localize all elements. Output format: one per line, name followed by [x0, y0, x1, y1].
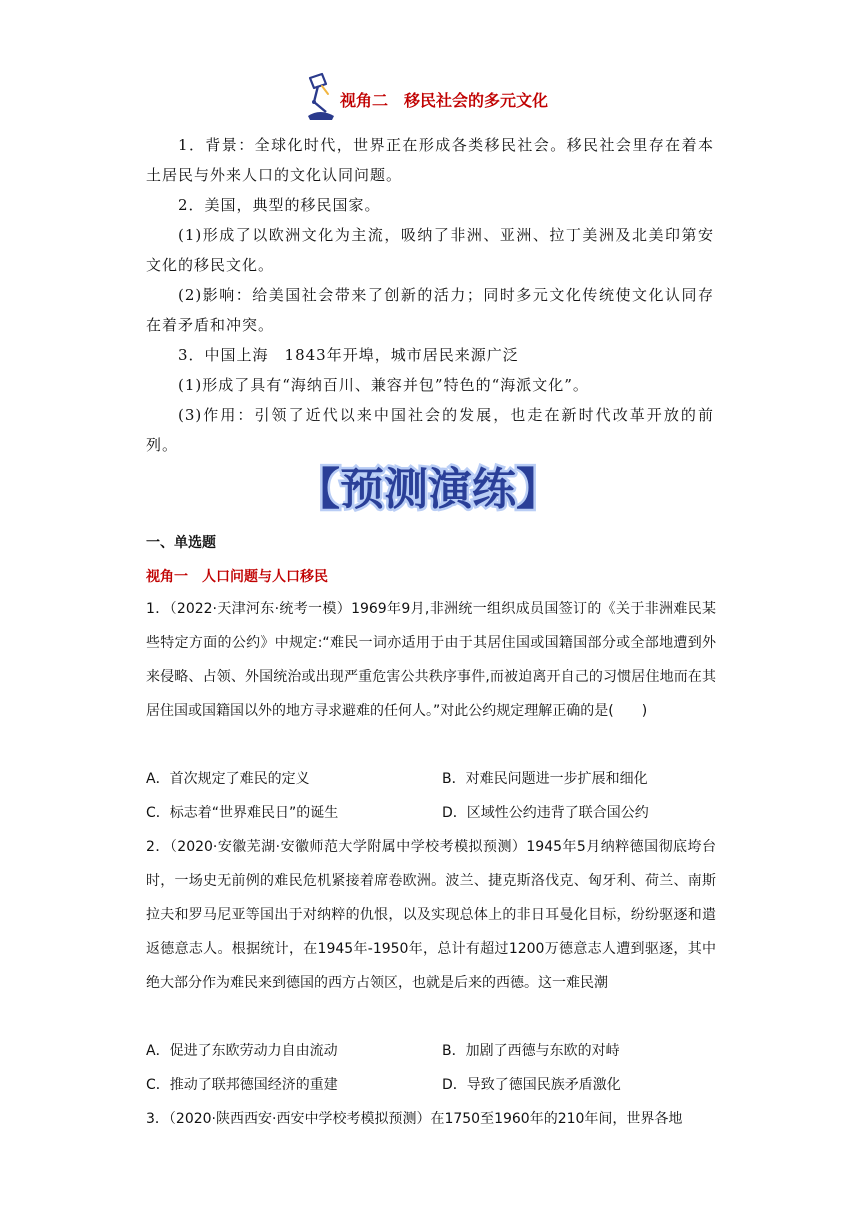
question-2-option-c[interactable]: C．推动了联邦德国经济的重建 — [146, 1077, 338, 1093]
question-number: 2． — [146, 839, 170, 855]
section-title-text: 视角二 移民社会的多元文化 — [340, 90, 549, 110]
question-3 — [146, 1102, 716, 1136]
question-text: （2022·天津河东·统考一模）1969年9月,非洲统一组织成员国签订的《关于非洲难民某些特定方面的公约》中规定:“难民一词亦适用于由于其居住国或国籍国部分或全部地遭到外来侵略、占领、外国统治或出现严重危害公共秩序事件,而被迫离开自己的习惯居住地而在其居住国或国籍国以外的地方寻求避难的任何人。”对此公约规定理解正确的是( ) — [146, 601, 716, 719]
question-1-option-a[interactable]: A．首次规定了难民的定义 — [146, 771, 310, 787]
intro-shanghai: 3．中国上海 1843年开埠，城市居民来源广泛 — [178, 346, 519, 364]
section-title — [300, 72, 548, 122]
intro-background: 1．背景：全球化时代，世界正在形成各类移民社会。移民社会里存在着本土居民与外来人口的文化认同问题。 — [146, 136, 714, 184]
forecast-practice-banner — [278, 455, 578, 521]
question-1-option-d[interactable]: D．区域性公约违背了联合国公约 — [442, 805, 649, 821]
question-2-option-a[interactable]: A．促进了东欧劳动力自由流动 — [146, 1043, 338, 1059]
question-text: （2020·安徽芜湖·安徽师范大学附属中学校考模拟预测）1945年5月纳粹德国彻底垮台时，一场史无前例的难民危机紧接着席卷欧洲。波兰、捷克斯洛伐克、匈牙利、荷兰、南斯拉夫和罗马尼亚等国出于对纳粹的仇恨，以及实现总体上的非日耳曼化目标，纷纷驱逐和遣返德意志人。根据统计，在1945年-1950年，总计有超过1200万德意志人遭到驱逐，其中绝大部分作为难民来到德国的西方占领区，也就是后来的西德。这一难民潮 — [146, 839, 716, 991]
question-1 — [146, 592, 716, 728]
intro-shanghai-culture: (1)形成了具有“海纳百川、兼容并包”特色的“海派文化”。 — [178, 376, 589, 394]
question-number: 3． — [146, 1111, 169, 1127]
banner-text: 【预测演练】 — [296, 464, 560, 515]
question-1-option-b[interactable]: B．对难民问题进一步扩展和细化 — [442, 771, 648, 787]
question-text: （2020·陕西西安·西安中学校考模拟预测）在1750至1960年的210年间，世界各地 — [168, 1111, 683, 1127]
question-1-option-c[interactable]: C．标志着“世界难民日”的诞生 — [146, 805, 339, 821]
intro-usa: 2．美国，典型的移民国家。 — [178, 196, 381, 214]
part-heading: 一、单选题 — [146, 535, 216, 551]
question-2-option-d[interactable]: D．导致了德国民族矛盾激化 — [442, 1077, 621, 1093]
question-2-option-b[interactable]: B．加剧了西德与东欧的对峙 — [442, 1043, 620, 1059]
intro-shanghai-role: (3)作用：引领了近代以来中国社会的发展，也走在新时代改革开放的前列。 — [146, 406, 714, 454]
question-number: 1． — [146, 601, 170, 617]
intro-usa-culture: (1)形成了以欧洲文化为主流，吸纳了非洲、亚洲、拉丁美洲及北美印第安文化的移民文化。 — [146, 226, 714, 274]
desk-lamp-icon — [300, 72, 336, 122]
intro-usa-impact: (2)影响：给美国社会带来了创新的活力；同时多元文化传统使文化认同存在着矛盾和冲突。 — [146, 286, 714, 334]
question-2 — [146, 830, 716, 1000]
sub-heading: 视角一 人口问题与人口移民 — [146, 569, 328, 585]
